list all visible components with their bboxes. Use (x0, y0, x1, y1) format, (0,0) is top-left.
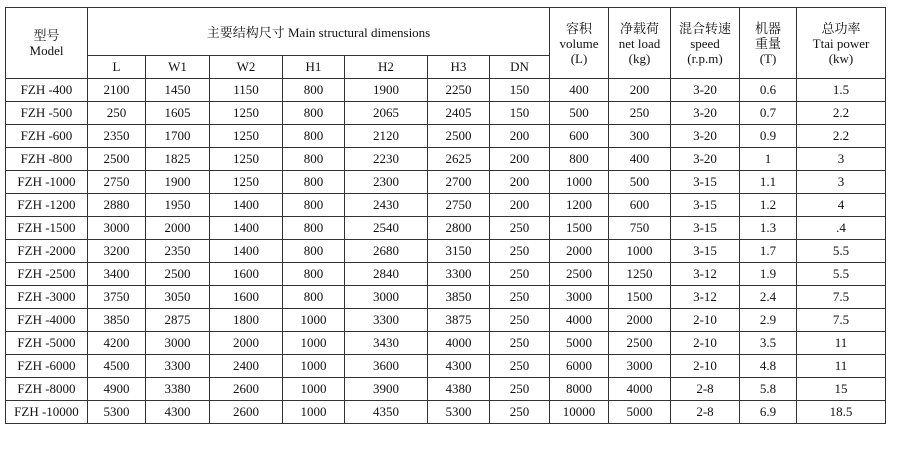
cell-h1: 800 (283, 194, 345, 217)
cell-model: FZH -10000 (6, 401, 88, 424)
table-row (6, 171, 886, 194)
table-row (6, 148, 886, 171)
cell-dn: 250 (490, 355, 550, 378)
header-power (797, 8, 886, 79)
cell-speed: 2-8 (671, 378, 740, 401)
header-model (6, 8, 88, 79)
cell-w2: 1400 (210, 194, 283, 217)
cell-model: FZH -8000 (6, 378, 88, 401)
cell-power: 5.5 (797, 240, 886, 263)
table-row (6, 309, 886, 332)
header-model-en: Model (29, 43, 64, 58)
cell-w2: 1600 (210, 263, 283, 286)
cell-model: FZH -600 (6, 125, 88, 148)
cell-w1: 3300 (146, 355, 210, 378)
cell-l: 2500 (88, 148, 146, 171)
cell-volume: 10000 (550, 401, 609, 424)
header-power-unit: (kw) (828, 50, 854, 66)
cell-volume: 2500 (550, 263, 609, 286)
cell-h3: 5300 (428, 401, 490, 424)
cell-power: 7.5 (797, 286, 886, 309)
header-net-load-en: net load (618, 35, 661, 51)
cell-volume: 5000 (550, 332, 609, 355)
cell-h1: 1000 (283, 309, 345, 332)
cell-w2: 1250 (210, 171, 283, 194)
cell-l: 2880 (88, 194, 146, 217)
cell-speed: 3-12 (671, 263, 740, 286)
table-row (6, 217, 886, 240)
header-speed (671, 8, 740, 79)
cell-weight: 1.3 (740, 217, 797, 240)
cell-w1: 3050 (146, 286, 210, 309)
cell-w2: 1800 (210, 309, 283, 332)
header-volume (550, 8, 609, 79)
cell-weight: 1.1 (740, 171, 797, 194)
cell-volume: 6000 (550, 355, 609, 378)
header-main-dims: 主要结构尺寸 Main structural dimensions (88, 8, 550, 56)
cell-model: FZH -1200 (6, 194, 88, 217)
header-col-w1: W1 (146, 56, 210, 79)
cell-model: FZH -800 (6, 148, 88, 171)
cell-w2: 1400 (210, 217, 283, 240)
cell-w1: 4300 (146, 401, 210, 424)
cell-h2: 3900 (345, 378, 428, 401)
cell-net-load: 4000 (609, 378, 671, 401)
cell-w1: 2350 (146, 240, 210, 263)
cell-speed: 3-20 (671, 102, 740, 125)
cell-l: 5300 (88, 401, 146, 424)
cell-model: FZH -400 (6, 79, 88, 102)
cell-dn: 250 (490, 217, 550, 240)
cell-volume: 1000 (550, 171, 609, 194)
cell-power: 15 (797, 378, 886, 401)
cell-model: FZH -1500 (6, 217, 88, 240)
header-speed-cn: 混合转速 (678, 20, 731, 36)
spec-table-container (5, 7, 886, 424)
cell-speed: 3-15 (671, 171, 740, 194)
header-speed-en: speed (690, 35, 720, 51)
cell-w1: 2000 (146, 217, 210, 240)
cell-h3: 3150 (428, 240, 490, 263)
cell-net-load: 3000 (609, 355, 671, 378)
cell-power: 11 (797, 355, 886, 378)
header-weight-cn1: 机器 (754, 20, 781, 36)
cell-dn: 250 (490, 332, 550, 355)
table-row (6, 332, 886, 355)
cell-h2: 1900 (345, 79, 428, 102)
cell-weight: 3.5 (740, 332, 797, 355)
cell-w2: 1400 (210, 240, 283, 263)
cell-power: 3 (797, 171, 886, 194)
table-row (6, 240, 886, 263)
cell-speed: 3-12 (671, 286, 740, 309)
cell-h3: 2625 (428, 148, 490, 171)
header-weight-unit: (T) (759, 50, 777, 66)
table-row (6, 194, 886, 217)
header-weight (740, 8, 797, 79)
cell-power: 3 (797, 148, 886, 171)
table-row (6, 355, 886, 378)
cell-l: 4500 (88, 355, 146, 378)
cell-net-load: 400 (609, 148, 671, 171)
cell-volume: 4000 (550, 309, 609, 332)
cell-weight: 1.7 (740, 240, 797, 263)
cell-h3: 2700 (428, 171, 490, 194)
cell-dn: 150 (490, 102, 550, 125)
cell-dn: 150 (490, 79, 550, 102)
cell-h1: 800 (283, 263, 345, 286)
cell-l: 2100 (88, 79, 146, 102)
cell-w1: 1450 (146, 79, 210, 102)
cell-dn: 250 (490, 309, 550, 332)
cell-speed: 3-15 (671, 217, 740, 240)
cell-dn: 200 (490, 194, 550, 217)
cell-weight: 6.9 (740, 401, 797, 424)
cell-power: 2.2 (797, 125, 886, 148)
cell-w1: 3000 (146, 332, 210, 355)
cell-volume: 600 (550, 125, 609, 148)
cell-l: 3850 (88, 309, 146, 332)
cell-h3: 4380 (428, 378, 490, 401)
cell-h1: 1000 (283, 401, 345, 424)
cell-weight: 0.6 (740, 79, 797, 102)
cell-h1: 800 (283, 102, 345, 125)
cell-h2: 2065 (345, 102, 428, 125)
cell-speed: 2-10 (671, 309, 740, 332)
cell-w2: 2400 (210, 355, 283, 378)
cell-net-load: 2500 (609, 332, 671, 355)
cell-weight: 2.9 (740, 309, 797, 332)
cell-power: 2.2 (797, 102, 886, 125)
cell-weight: 4.8 (740, 355, 797, 378)
header-col-h3: H3 (428, 56, 490, 79)
cell-l: 2750 (88, 171, 146, 194)
cell-w2: 1250 (210, 148, 283, 171)
cell-dn: 250 (490, 378, 550, 401)
table-row (6, 401, 886, 424)
cell-h2: 2300 (345, 171, 428, 194)
cell-weight: 2.4 (740, 286, 797, 309)
header-volume-en: volume (559, 35, 599, 51)
cell-power: 4 (797, 194, 886, 217)
cell-h2: 3300 (345, 309, 428, 332)
cell-volume: 1200 (550, 194, 609, 217)
cell-model: FZH -3000 (6, 286, 88, 309)
cell-volume: 1500 (550, 217, 609, 240)
cell-l: 4200 (88, 332, 146, 355)
table-row (6, 378, 886, 401)
cell-h3: 4300 (428, 355, 490, 378)
cell-dn: 200 (490, 148, 550, 171)
cell-power: .4 (797, 217, 886, 240)
cell-volume: 2000 (550, 240, 609, 263)
cell-h2: 2680 (345, 240, 428, 263)
cell-h2: 2840 (345, 263, 428, 286)
cell-dn: 200 (490, 125, 550, 148)
cell-volume: 800 (550, 148, 609, 171)
cell-h3: 2405 (428, 102, 490, 125)
cell-volume: 400 (550, 79, 609, 102)
cell-h1: 800 (283, 217, 345, 240)
cell-w2: 2000 (210, 332, 283, 355)
header-volume-cn: 容积 (565, 20, 592, 36)
cell-l: 250 (88, 102, 146, 125)
cell-net-load: 2000 (609, 309, 671, 332)
cell-model: FZH -2500 (6, 263, 88, 286)
cell-net-load: 1000 (609, 240, 671, 263)
table-row (6, 102, 886, 125)
header-net-load-cn: 净载荷 (619, 20, 659, 36)
cell-dn: 250 (490, 401, 550, 424)
cell-w2: 2600 (210, 401, 283, 424)
cell-h1: 800 (283, 240, 345, 263)
cell-net-load: 500 (609, 171, 671, 194)
cell-w1: 1900 (146, 171, 210, 194)
cell-speed: 3-20 (671, 79, 740, 102)
cell-w1: 2500 (146, 263, 210, 286)
header-speed-unit: (r.p.m) (687, 50, 723, 66)
header-power-cn: 总功率 (821, 20, 861, 36)
cell-w1: 1950 (146, 194, 210, 217)
cell-h1: 1000 (283, 378, 345, 401)
table-row (6, 263, 886, 286)
cell-h3: 2250 (428, 79, 490, 102)
header-col-h2: H2 (345, 56, 428, 79)
cell-w1: 1700 (146, 125, 210, 148)
cell-h1: 800 (283, 171, 345, 194)
cell-h3: 3875 (428, 309, 490, 332)
cell-l: 3000 (88, 217, 146, 240)
cell-net-load: 1250 (609, 263, 671, 286)
cell-volume: 8000 (550, 378, 609, 401)
cell-volume: 500 (550, 102, 609, 125)
header-col-h1: H1 (283, 56, 345, 79)
cell-volume: 3000 (550, 286, 609, 309)
cell-dn: 250 (490, 240, 550, 263)
header-weight-cn2: 重量 (754, 35, 781, 51)
cell-power: 5.5 (797, 263, 886, 286)
cell-h3: 2750 (428, 194, 490, 217)
cell-model: FZH -4000 (6, 309, 88, 332)
cell-weight: 5.8 (740, 378, 797, 401)
cell-h2: 3430 (345, 332, 428, 355)
cell-net-load: 200 (609, 79, 671, 102)
cell-l: 3750 (88, 286, 146, 309)
cell-h1: 800 (283, 286, 345, 309)
cell-h2: 3000 (345, 286, 428, 309)
cell-h1: 800 (283, 125, 345, 148)
cell-weight: 0.7 (740, 102, 797, 125)
cell-w2: 1250 (210, 125, 283, 148)
cell-h2: 2120 (345, 125, 428, 148)
header-col-w2: W2 (210, 56, 283, 79)
cell-w2: 1250 (210, 102, 283, 125)
cell-h2: 2430 (345, 194, 428, 217)
cell-h3: 2800 (428, 217, 490, 240)
cell-dn: 250 (490, 263, 550, 286)
cell-h2: 3600 (345, 355, 428, 378)
header-net-load-unit: (kg) (628, 50, 651, 66)
cell-model: FZH -5000 (6, 332, 88, 355)
cell-speed: 2-10 (671, 332, 740, 355)
cell-h2: 4350 (345, 401, 428, 424)
cell-h1: 800 (283, 148, 345, 171)
cell-w2: 1150 (210, 79, 283, 102)
cell-dn: 200 (490, 171, 550, 194)
cell-h1: 800 (283, 79, 345, 102)
cell-h3: 3850 (428, 286, 490, 309)
cell-weight: 1.2 (740, 194, 797, 217)
cell-h1: 1000 (283, 332, 345, 355)
cell-dn: 250 (490, 286, 550, 309)
cell-net-load: 300 (609, 125, 671, 148)
spec-table (5, 7, 886, 424)
header-col-dn: DN (490, 56, 550, 79)
cell-h2: 2540 (345, 217, 428, 240)
cell-speed: 2-10 (671, 355, 740, 378)
table-body (6, 79, 886, 424)
cell-l: 2350 (88, 125, 146, 148)
cell-w2: 1600 (210, 286, 283, 309)
cell-net-load: 5000 (609, 401, 671, 424)
cell-l: 3400 (88, 263, 146, 286)
cell-speed: 3-20 (671, 125, 740, 148)
header-volume-unit: (L) (570, 50, 588, 66)
cell-l: 3200 (88, 240, 146, 263)
header-model-cn: 型号 (33, 28, 60, 43)
cell-weight: 1 (740, 148, 797, 171)
cell-net-load: 750 (609, 217, 671, 240)
cell-model: FZH -1000 (6, 171, 88, 194)
cell-h2: 2230 (345, 148, 428, 171)
cell-speed: 3-20 (671, 148, 740, 171)
cell-h3: 2500 (428, 125, 490, 148)
cell-speed: 3-15 (671, 194, 740, 217)
cell-speed: 3-15 (671, 240, 740, 263)
cell-weight: 1.9 (740, 263, 797, 286)
header-row-top (6, 8, 886, 56)
cell-model: FZH -500 (6, 102, 88, 125)
header-power-en: Ttai power (812, 35, 870, 51)
cell-w1: 1825 (146, 148, 210, 171)
cell-power: 1.5 (797, 79, 886, 102)
cell-h3: 3300 (428, 263, 490, 286)
table-row (6, 125, 886, 148)
table-row (6, 79, 886, 102)
table-row (6, 286, 886, 309)
cell-weight: 0.9 (740, 125, 797, 148)
cell-power: 18.5 (797, 401, 886, 424)
cell-net-load: 1500 (609, 286, 671, 309)
header-col-l: L (88, 56, 146, 79)
cell-l: 4900 (88, 378, 146, 401)
cell-w1: 2875 (146, 309, 210, 332)
cell-model: FZH -2000 (6, 240, 88, 263)
cell-w2: 2600 (210, 378, 283, 401)
cell-speed: 2-8 (671, 401, 740, 424)
cell-net-load: 600 (609, 194, 671, 217)
cell-w1: 1605 (146, 102, 210, 125)
cell-model: FZH -6000 (6, 355, 88, 378)
cell-w1: 3380 (146, 378, 210, 401)
cell-power: 11 (797, 332, 886, 355)
cell-h1: 1000 (283, 355, 345, 378)
cell-power: 7.5 (797, 309, 886, 332)
header-net-load (609, 8, 671, 79)
cell-net-load: 250 (609, 102, 671, 125)
cell-h3: 4000 (428, 332, 490, 355)
